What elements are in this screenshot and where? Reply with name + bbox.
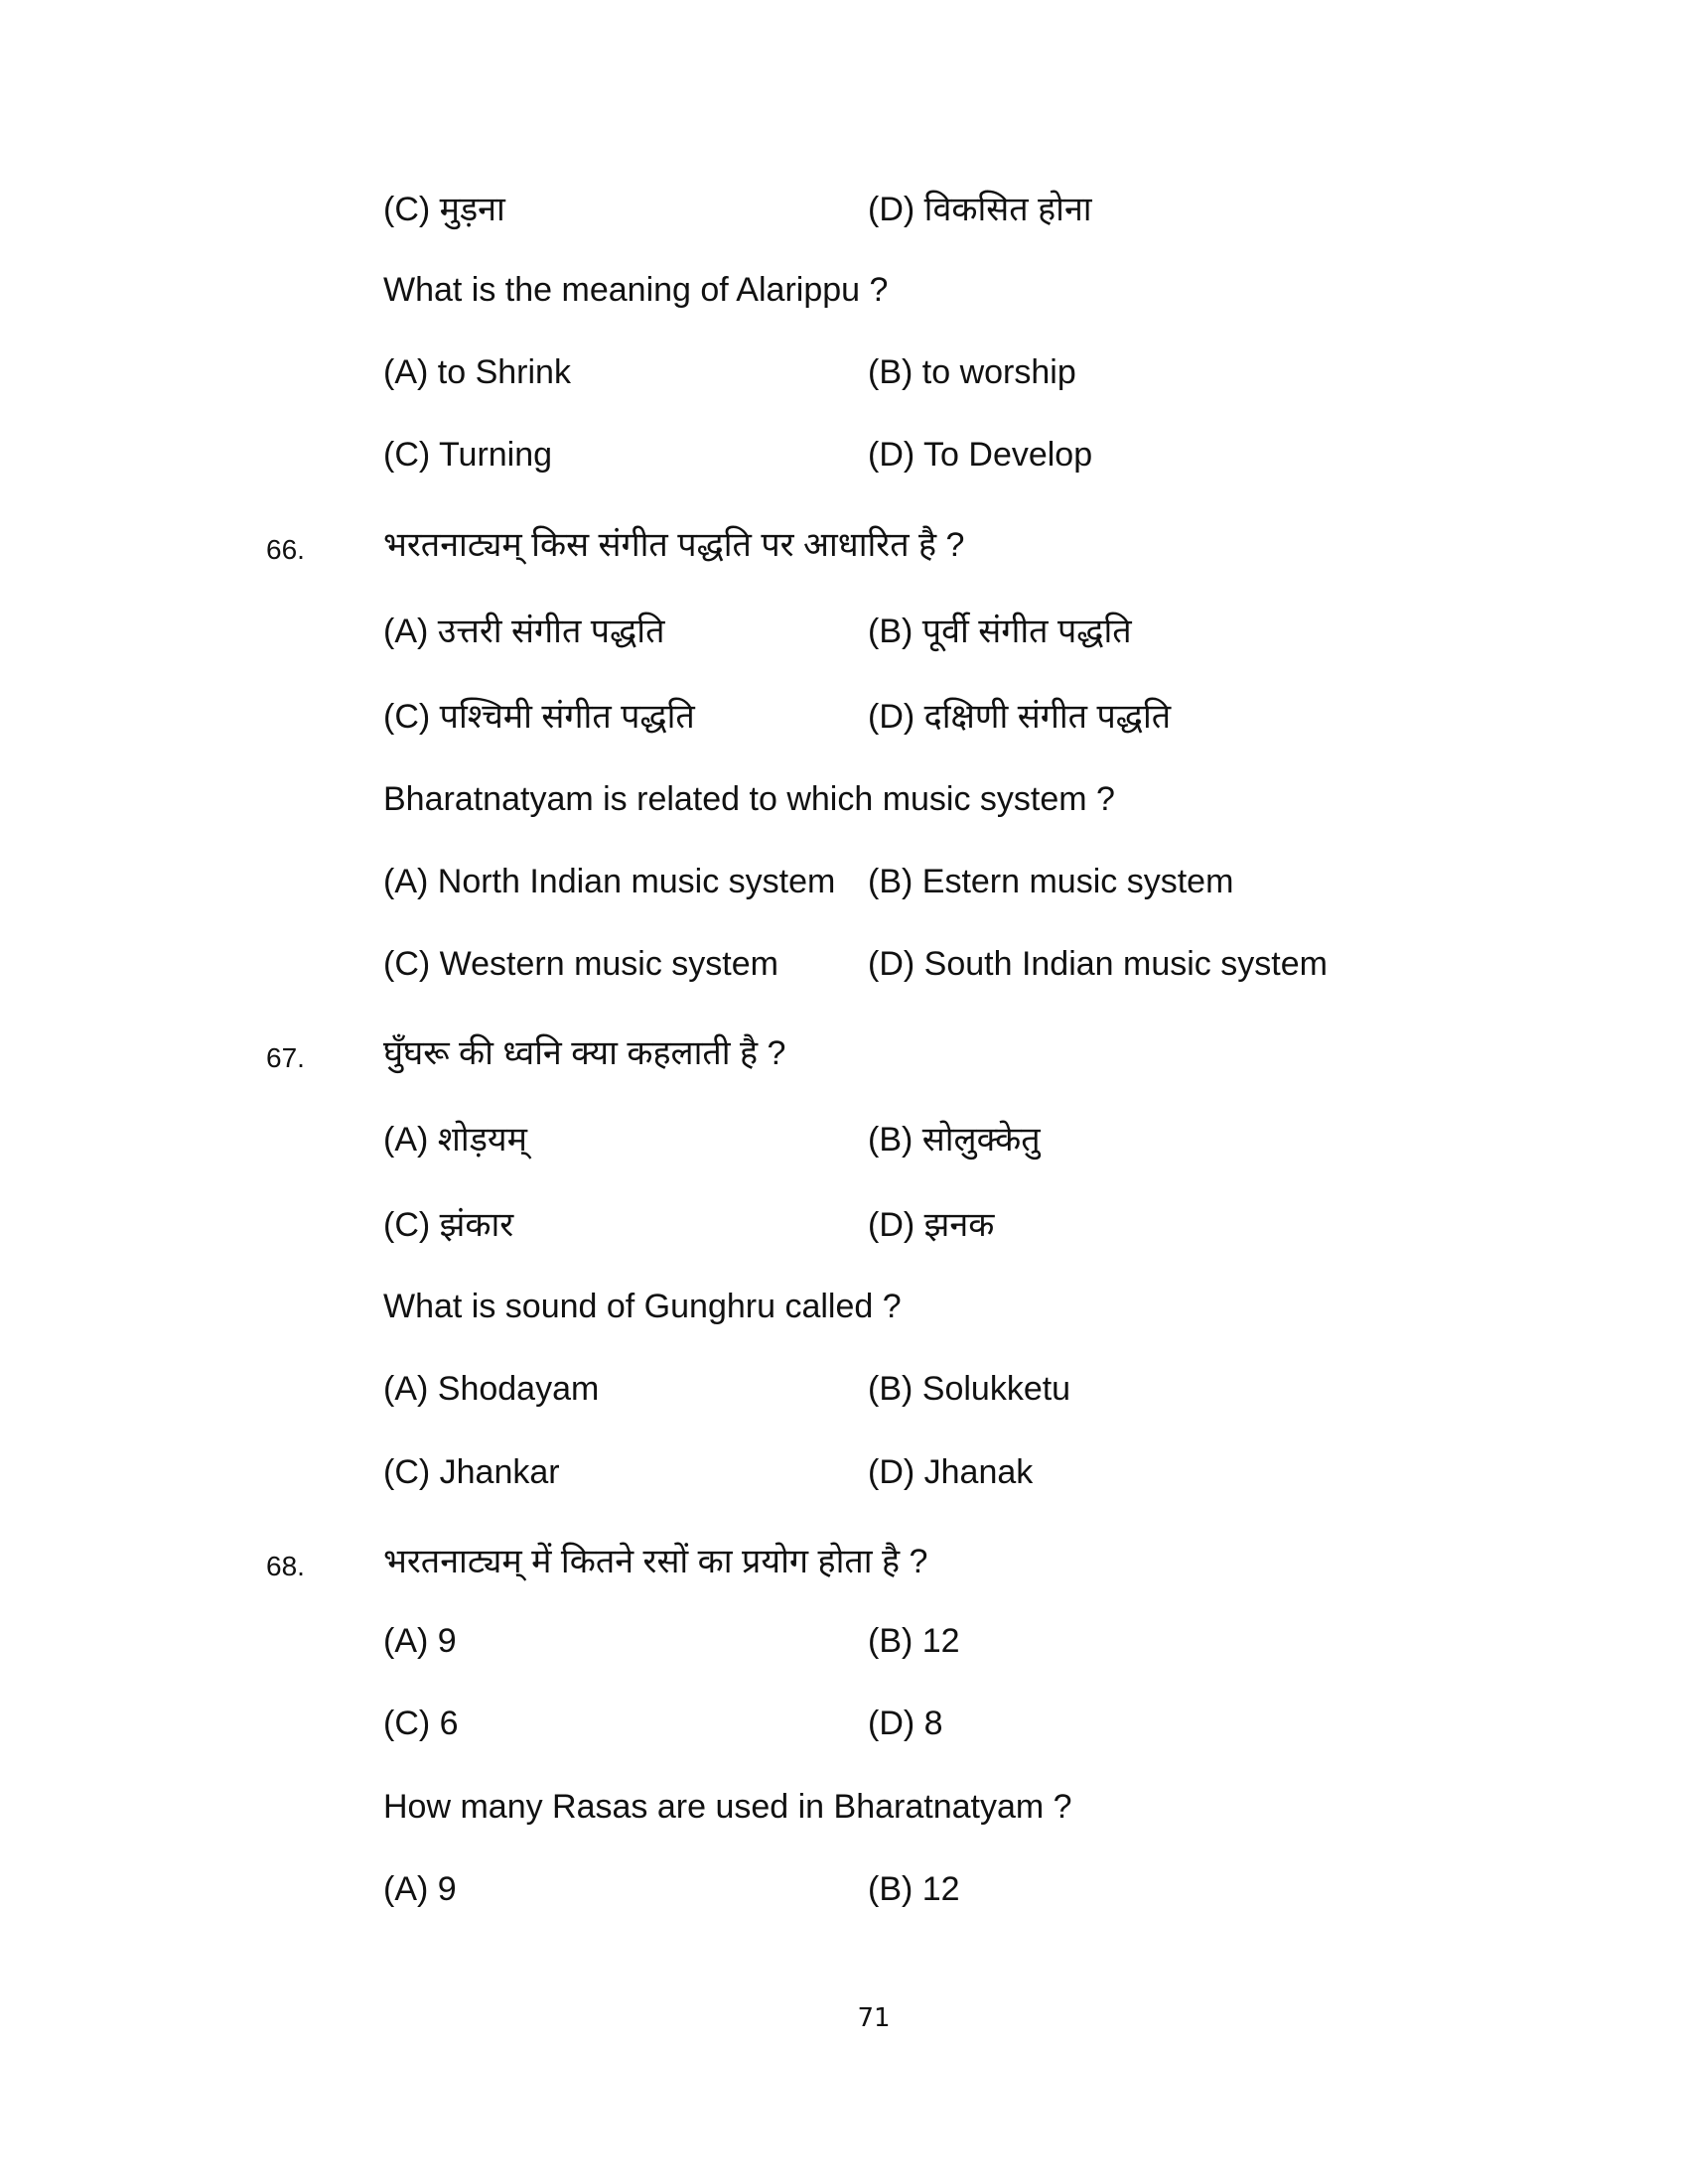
options-row-q67-cd-hindi: [0, 1200, 1688, 1250]
option-a: (A) Shodayam: [383, 1370, 600, 1408]
option-b: (B) 12: [868, 1870, 960, 1908]
question-text: Bharatnatyam is related to which music system ?: [383, 780, 1115, 818]
options-row-q67-ab-english: [0, 1370, 1688, 1420]
option-b: (B) Solukketu: [868, 1370, 1071, 1408]
question-68-english: [0, 1788, 1688, 1838]
option-c: (C) पश्चिमी संगीत पद्धति: [383, 698, 695, 736]
question-66-english: [0, 780, 1688, 830]
question-66-hindi: [0, 520, 1688, 570]
question-65-english: [0, 271, 1688, 321]
page-number: 71: [857, 2003, 891, 2033]
options-row-q65-cd-english: [0, 436, 1688, 485]
question-text: भरतनाट्यम् में कितने रसों का प्रयोग होता है ?: [383, 1543, 928, 1580]
option-a: (A) to Shrink: [383, 353, 571, 391]
option-a: (A) शोड़यम्: [383, 1121, 527, 1159]
option-d: (D) To Develop: [868, 436, 1093, 474]
option-d: (D) Jhanak: [868, 1453, 1034, 1491]
option-c: (C) Turning: [383, 436, 553, 474]
question-text: What is sound of Gunghru called ?: [383, 1288, 902, 1325]
question-67-hindi: [0, 1028, 1688, 1078]
options-row-q68-cd-hindi: [0, 1705, 1688, 1754]
options-row-q65-cd-hindi: [0, 185, 1688, 234]
option-c: (C) Western music system: [383, 945, 778, 983]
options-row-q65-ab-english: [0, 353, 1688, 403]
option-a: (A) 9: [383, 1870, 457, 1908]
question-text: घुँघरू की ध्वनि क्या कहलाती है ?: [383, 1034, 786, 1072]
option-d: (D) दक्षिणी संगीत पद्धति: [868, 698, 1172, 736]
option-d: (D) 8: [868, 1705, 943, 1742]
options-row-q67-ab-hindi: [0, 1115, 1688, 1164]
option-c: (C) Jhankar: [383, 1453, 560, 1491]
option-c: (C) 6: [383, 1705, 459, 1742]
option-b: (B) पूर्वी संगीत पद्धति: [868, 613, 1132, 650]
option-b: (B) Estern music system: [868, 863, 1234, 900]
option-a: (A) उत्तरी संगीत पद्धति: [383, 613, 665, 650]
option-d: (D) विकसित होना: [868, 191, 1092, 228]
question-number: 68.: [266, 1551, 305, 1581]
option-a: (A) North Indian music system: [383, 863, 836, 900]
options-row-q68-ab-hindi: [0, 1622, 1688, 1672]
options-row-q66-cd-english: [0, 945, 1688, 995]
option-c: (C) झंकार: [383, 1206, 514, 1244]
options-row-q68-ab-english: [0, 1870, 1688, 1920]
options-row-q66-cd-hindi: [0, 692, 1688, 742]
option-b: (B) सोलुक्केतु: [868, 1121, 1041, 1159]
options-row-q66-ab-hindi: [0, 607, 1688, 656]
option-d: (D) झनक: [868, 1206, 995, 1244]
options-row-q66-ab-english: [0, 863, 1688, 912]
question-text: How many Rasas are used in Bharatnatyam ?: [383, 1788, 1072, 1826]
question-67-english: [0, 1288, 1688, 1337]
option-a: (A) 9: [383, 1622, 457, 1660]
option-b: (B) to worship: [868, 353, 1076, 391]
question-text: What is the meaning of Alarippu ?: [383, 271, 889, 309]
question-number: 67.: [266, 1042, 305, 1073]
question-text: भरतनाट्यम् किस संगीत पद्धति पर आधारित है ?: [383, 526, 965, 564]
options-row-q67-cd-english: [0, 1453, 1688, 1503]
option-c: (C) मुड़ना: [383, 191, 505, 228]
option-d: (D) South Indian music system: [868, 945, 1328, 983]
question-68-hindi: [0, 1537, 1688, 1586]
option-b: (B) 12: [868, 1622, 960, 1660]
question-number: 66.: [266, 534, 305, 565]
